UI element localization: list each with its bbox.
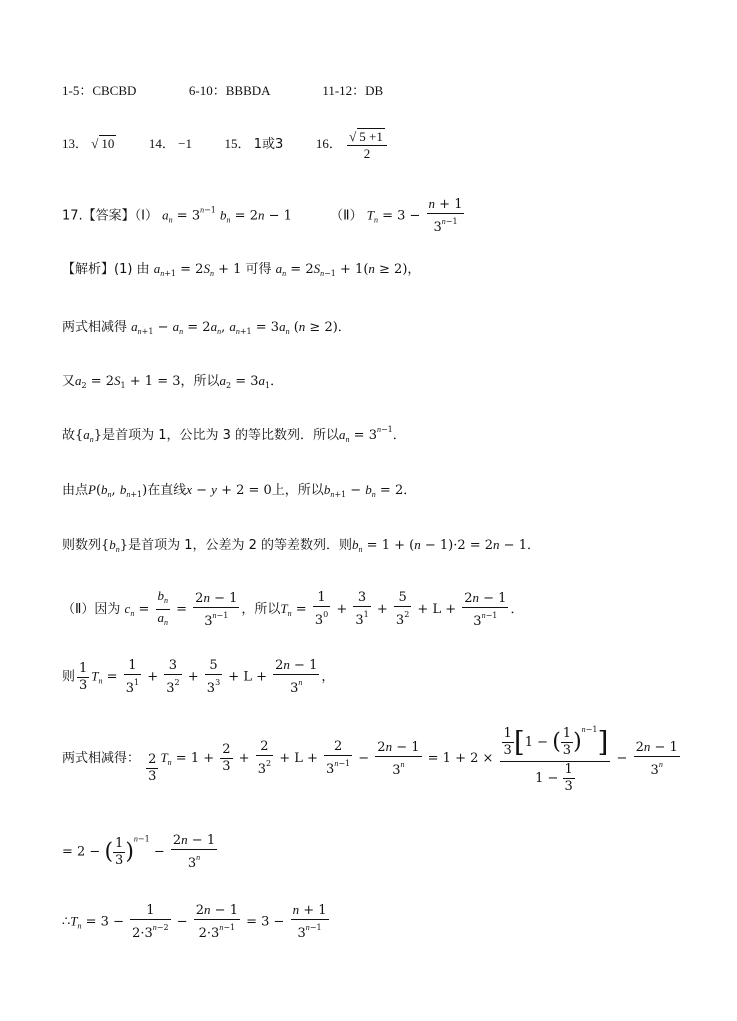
q16-num: 5 +1 — [359, 129, 383, 144]
analysis-line-11: $\therefore T_n = 3$ − $\frac{1}{2\cdot 3^{n-2}}$ − $\frac{2n - 1}{2\cdot 3^{n-1}}$ = 3 − $\frac{n + 1}{3^{n-1}}$ — [62, 902, 327, 941]
q14-answer: −1 — [178, 135, 193, 151]
analysis-line-6: 则数列$\{b_n\}$是首项为 1，公差为 2 的等差数列．则$b_n = 1 + (n - 1)\cdot 2 = 2n - 1$． — [62, 537, 540, 554]
analysis-line-9: 两式相减得： $\frac{2}{3}$ $T_n = 1$ + $\frac{2}{3}$ + $\frac{2}{3^2}$ + L + $\frac{2}{3^{n-1}}$ − $\frac{2n - 1}{3^n}$ = 1 + 2 × $\frac{1}{3}$ [1 − ( $\frac{1}{3}$ )$^{n-1}$] 1 − $\frac{1}{3}$ − $\frac{2n - 1}{3^n}$ — [62, 722, 682, 795]
analysis-line-10: = 2 − ( $\frac{1}{3}$ )$^{n-1}$ − $\frac{2n - 1}{3^n}$ — [62, 832, 216, 871]
analysis-line-5: 由点$P(b_n$, $b_{n+1}$)在直线x − y + 2 = 0上，所以$b_{n+1} - b_n = 2$． — [62, 482, 417, 499]
analysis-label: 【解析】(1) 由 — [62, 262, 150, 277]
q17-title: 17.【答案】（Ⅰ） — [62, 208, 159, 224]
analysis-line-2: 两式相减得 $a_{n+1} - a_n = 2a_n$, $a_{n+1} = 3a_n$ (n ≥ 2)． — [62, 319, 351, 336]
fill-answers-line — [62, 128, 389, 162]
choice-answers-line — [62, 80, 383, 99]
q15-label: 15． — [224, 135, 251, 151]
q14-label: 14． — [148, 135, 175, 151]
q17-answer-line: 17.【答案】（Ⅰ） $a_n = 3^{n-1}$ $b_n = 2n - 1$ （Ⅱ） $T_n = 3$ − $\frac{n + 1}{3^{n-1}}$ — [62, 196, 463, 235]
q13-radicand: 10 — [101, 135, 115, 151]
choice-group-1: 1-5：CBCBD — [62, 83, 137, 98]
analysis-line-7: （Ⅱ）因为 $c_n$ = $\frac{b_n}{a_n}$ = $\frac{2n - 1}{3^{n-1}}$ ，所以$T_n$ = $\frac{1}{3^0}$ + $\frac{3}{3^1}$ + $\frac{5}{3^2}$ + L + $\frac{2n - 1}{3^{n-1}}$ ． — [62, 588, 524, 629]
q13-answer: √ 10 — [91, 135, 115, 151]
q16-den: 2 — [363, 146, 371, 161]
analysis-line-1: 【解析】(1) 由 $a_{n+1} = 2S_n + 1$ 可得 $a_n = 2S_{n-1} + 1(n \ge 2)$， — [62, 261, 421, 278]
q16-fraction: $\frac{√ 5 +1}{2}$ — [347, 128, 387, 162]
choice-group-2: 6-10：BBBDA — [188, 83, 270, 98]
analysis-line-8: 则 $\frac{1}{3}$ $T_n$ = $\frac{1}{3^1}$ + $\frac{3}{3^2}$ + $\frac{5}{3^3}$ + L + $\frac{2n - 1}{3^n}$ ， — [62, 657, 335, 696]
q16-label: 16． — [315, 135, 342, 151]
choice-group-3: 11-12：DB — [322, 83, 384, 98]
q17-part2-label: （Ⅱ） — [330, 208, 363, 224]
q15-answer: 1或3 — [253, 136, 284, 152]
q13-label: 13． — [62, 135, 89, 151]
analysis-line-4: 故$\{a_n\}$是首项为 1，公比为 3 的等比数列．所以$a_n = 3^{n-1}$． — [62, 425, 406, 444]
analysis-line-3: 又$a_2 = 2S_1 + 1 = 3$，所以$a_2 = 3a_1$． — [62, 373, 284, 390]
